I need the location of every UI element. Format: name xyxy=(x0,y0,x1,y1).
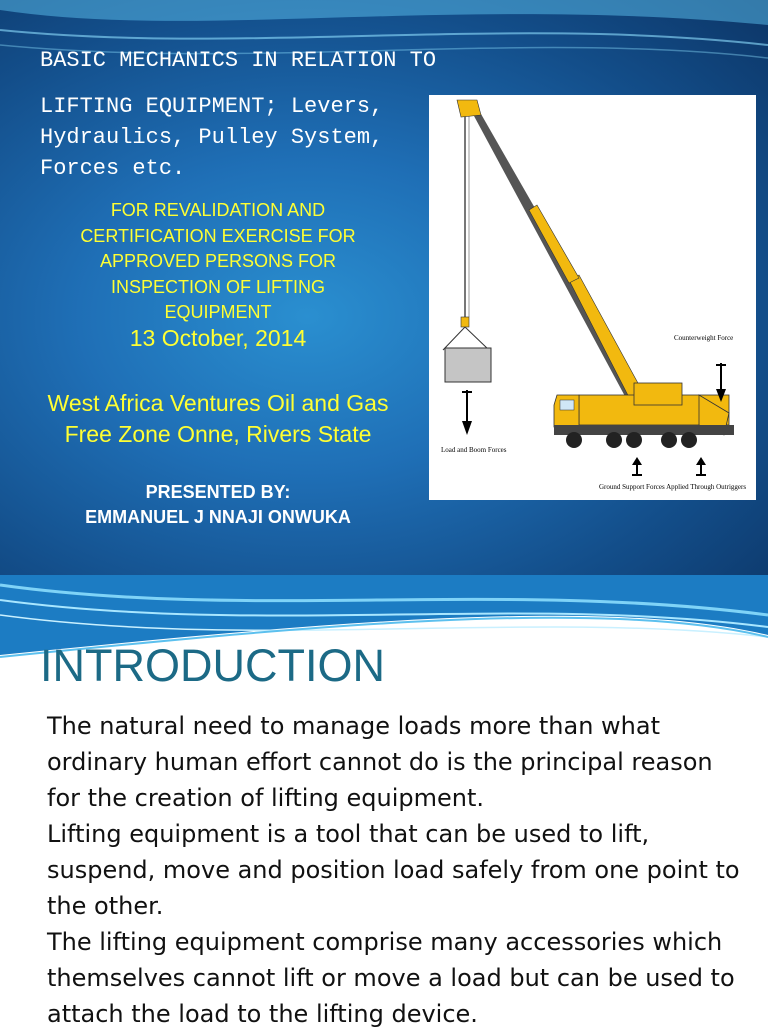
slide-title-line-1: BASIC MECHANICS IN RELATION TO xyxy=(40,48,437,73)
crane-illustration xyxy=(429,95,756,500)
purpose-line: CERTIFICATION EXERCISE FOR xyxy=(80,225,356,246)
section-title: INTRODUCTION xyxy=(40,640,385,691)
slide-title-line-4: Forces etc. xyxy=(40,156,186,181)
purpose-line: APPROVED PERSONS FOR xyxy=(99,251,337,271)
slide-title-line-2: LIFTING EQUIPMENT; Levers, xyxy=(40,94,384,119)
purpose-line: FOR REVALIDATION AND xyxy=(110,200,326,220)
purpose-line: INSPECTION OF LIFTING xyxy=(110,276,325,297)
intro-paragraph: The lifting equipment comprise many accessories which themselves cannot lift or move a load but can be used to attach the load to the lifting device. xyxy=(47,928,735,1028)
load-force-label: Load and Boom Forces xyxy=(441,446,507,454)
intro-body xyxy=(47,708,747,1032)
crane-diagram xyxy=(429,95,756,500)
venue-line: Free Zone Onne, Rivers State xyxy=(64,421,372,447)
purpose-text xyxy=(30,198,406,326)
presenter-block xyxy=(30,480,406,530)
intro-paragraph: The natural need to manage loads more than what ordinary human effort cannot do is the principal reason for the creation of lifting equipment. xyxy=(47,712,713,812)
venue xyxy=(20,388,416,450)
counterweight-label: Counterweight Force xyxy=(674,334,734,342)
event-date: 13 October, 2014 xyxy=(129,325,307,351)
ground-force-label: Ground Support Forces Applied Through Outriggers xyxy=(599,483,747,491)
purpose-line: EQUIPMENT xyxy=(164,302,272,322)
slide-title-line-3: Hydraulics, Pulley System, xyxy=(40,125,384,150)
presented-by-label: PRESENTED BY: xyxy=(145,482,291,502)
presenter-name: EMMANUEL J NNAJI ONWUKA xyxy=(85,507,351,527)
venue-line: West Africa Ventures Oil and Gas xyxy=(47,390,389,416)
intro-paragraph: Lifting equipment is a tool that can be used to lift, suspend, move and position load safely from one point to the other. xyxy=(47,820,740,920)
